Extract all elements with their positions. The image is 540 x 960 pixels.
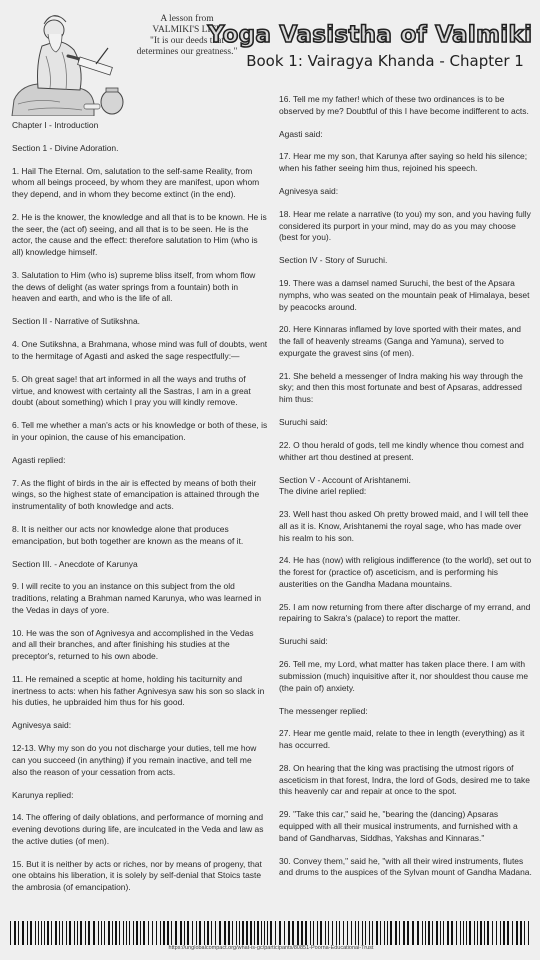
paragraph: 1. Hail The Eternal. Om, salutation to the self-same Reality, from whom all beings proceed, by whom they are manifest, upon whom they depend, and in whom they become extinct (in the end). xyxy=(12,165,260,200)
paragraph: 16. Tell me my father! which of these two ordinances is to be observed by me? Doubtful of this I have become indifferent to acts. xyxy=(279,94,529,116)
paragraph: The messenger replied: xyxy=(279,705,368,716)
paragraph: The divine ariel replied: xyxy=(279,486,367,497)
paragraph: Suruchi said: xyxy=(279,417,328,428)
paragraph: Section V - Account of Arishtanemi. xyxy=(279,474,411,485)
paragraph: Section 1 - Divine Adoration. xyxy=(12,142,119,153)
paragraph: 17. Hear me my son, that Karunya after saying so held his silence; when his father seeing him thus, rejoined his speech. xyxy=(279,151,528,174)
paragraph: Chapter I - Introduction xyxy=(12,120,99,130)
footer-url-text: https://unglobalcompact.org/what-is-gc/participants/80851-Poorna-Educational-Trust xyxy=(166,945,377,951)
paragraph: 23. Well hast thou asked Oh pretty browed maid, and I will tell thee all as it is. Know, Arishtanemi the royal sage, who has made over his realm to his son. xyxy=(279,509,529,543)
paragraph: 10. He was the son of Agnivesya and accomplished in the Vedas and all their branches, and after finishing his studies at the preceptor's, returned to his own abode. xyxy=(12,627,254,662)
paragraph: Agasti replied: xyxy=(12,454,66,465)
paragraph: 8. It is neither our acts nor knowledge alone that produces emancipation, but both together are known as the means of it. xyxy=(12,523,244,546)
tagline-line: "It is our deeds that xyxy=(149,36,225,46)
paragraph: 2. He is the knower, the knowledge and all that is to be known. He is the seer, the (act of) seeing, and all that is to be seen. He is the actor, the cause and the effect: therefore salutation to Him (who is all) knowledge himself. xyxy=(12,212,267,258)
paragraph: 20. Here Kinnaras inflamed by love sported with their mates, and the fall of heavenly streams (Ganga and Yamuna), served to expurgate the gravest sins (of men). xyxy=(279,324,522,358)
paragraph: 7. As the flight of birds in the air is effected by means of both their wings, so the highest state of emancipation is attained through the instrumentality of both knowledge and acts. xyxy=(12,477,260,512)
right-column xyxy=(279,94,533,890)
paragraph: Agasti said: xyxy=(279,128,323,139)
paragraph: 18. Hear me relate a narrative (to you) my son, and you having fully considered its purport in your mind, may do as you may choose (best for you). xyxy=(279,208,531,243)
page-subtitle: Book 1: Vairagya Khanda - Chapter 1 xyxy=(246,52,524,70)
paragraph: Agnivesya said: xyxy=(12,720,72,731)
tagline-line: VALMIKI'S LIFE xyxy=(152,25,222,35)
paragraph: 11. He remained a sceptic at home, holding his taciturnity and inertness to acts: when his father Agnivesya saw his son so slack in his duties, he upbraided him thus for his good. xyxy=(12,674,265,708)
paragraph: 4. One Sutikshna, a Brahmana, whose mind was full of doubts, went to the hermitage of Agasti and asked the sage respectfully:— xyxy=(12,339,268,361)
paragraph: 15. But it is neither by acts or riches, nor by means of progeny, that one obtains his liberation, it is solely by self-denial that Stoics taste the ambrosia (of emancipation). xyxy=(12,858,262,893)
paragraph: 25. I am now returning from there after discharge of my errand, and repairing to Sakra's (palace) to report the matter. xyxy=(279,601,531,624)
left-column xyxy=(12,120,268,905)
paragraph: 12-13. Why my son do you not discharge your duties, tell me how can you succeed (in anything) if you remain inactive, and tell me also the reason of your cessation from acts. xyxy=(12,743,257,777)
paragraph: 3. Salutation to Him (who is) supreme bliss itself, from whom flow the dews of delight (as water springs from a fountain) both in heaven and earth, and who is the life of all. xyxy=(12,270,256,304)
paragraph: 21. She beheld a messenger of Indra making his way through the sky; and then this most fortunate and best of Apsaras, addressed him thus: xyxy=(279,370,523,405)
paragraph: Section III. - Anecdote of Karunya xyxy=(12,558,138,569)
paragraph: 22. O thou herald of gods, tell me kindly whence thou comest and whither art thou destined at present. xyxy=(279,439,524,462)
paragraph: 30. Convey them," said he, "with all their wired instruments, flutes and drums to the auspices of the Sylvan mount of Gandha Madana. xyxy=(279,855,532,878)
paragraph: 6. Tell me whether a man's acts or his knowledge or both of these, is in your opinion, the cause of his emancipation. xyxy=(12,420,268,442)
barcode-strip xyxy=(10,921,532,945)
paragraph: 5. Oh great sage! that art informed in all the ways and truths of virtue, and knowest with certainty all the Sastras, I am in a great doubt (about something) which I pray you will kindly remove. xyxy=(12,373,251,408)
paragraph: Section II - Narrative of Sutikshna. xyxy=(12,316,141,327)
page-footer xyxy=(10,921,532,949)
paragraph: 26. Tell me, my Lord, what matter has taken place there. I am with submission (much) inquisitive after it, nor shouldest thou cause me (the pain of) anxiety. xyxy=(279,659,529,693)
paragraph: Section IV - Story of Suruchi. xyxy=(279,255,388,266)
paragraph: 29. "Take this car," said he, "bearing the (dancing) Apsaras equipped with all their musical instruments, and furnished with a band of Gandharvas, Siddhas, Yakshas and Kinnaras." xyxy=(279,809,518,843)
paragraph: Karunya replied: xyxy=(12,789,74,800)
paragraph: Agnivesya said: xyxy=(279,186,339,197)
page-title: Yoga Vasistha of Valmiki xyxy=(207,22,533,48)
paragraph: Suruchi said: xyxy=(279,636,328,647)
sage-writing-illustration xyxy=(8,4,132,116)
tagline-line: A lesson from xyxy=(160,14,214,24)
paragraph: 9. I will recite to you an instance on this subject from the old traditions, relating a Brahman named Karunya, who was learned in the Vedas in days of yore. xyxy=(12,581,262,615)
paragraph: 14. The offering of daily oblations, and performance of morning and evening devotions during life, are inculcated in the Veda and law as the active duties (of men). xyxy=(12,812,264,846)
paragraph: 27. Hear me gentle maid, relate to thee in length (everything) as it has occurred. xyxy=(279,728,525,751)
paragraph: 24. He has (now) with religious indifference (to the world), set out to the forest for (practice of) asceticism, and is performing his austerities on the Gandha Madana mountains. xyxy=(279,555,532,589)
footer-url xyxy=(10,945,532,951)
paragraph: 28. On hearing that the king was practising the utmost rigors of asceticism in that forest, Indra, the lord of Gods, desired me to take this heavenly car and repair at once to the spot. xyxy=(279,762,530,797)
paragraph: 19. There was a damsel named Suruchi, the best of the Apsara nymphs, who was seated on the mountain peak of Himalaya, beset by peacocks around. xyxy=(279,278,530,312)
tagline-line: determines our greatness." xyxy=(136,47,238,57)
